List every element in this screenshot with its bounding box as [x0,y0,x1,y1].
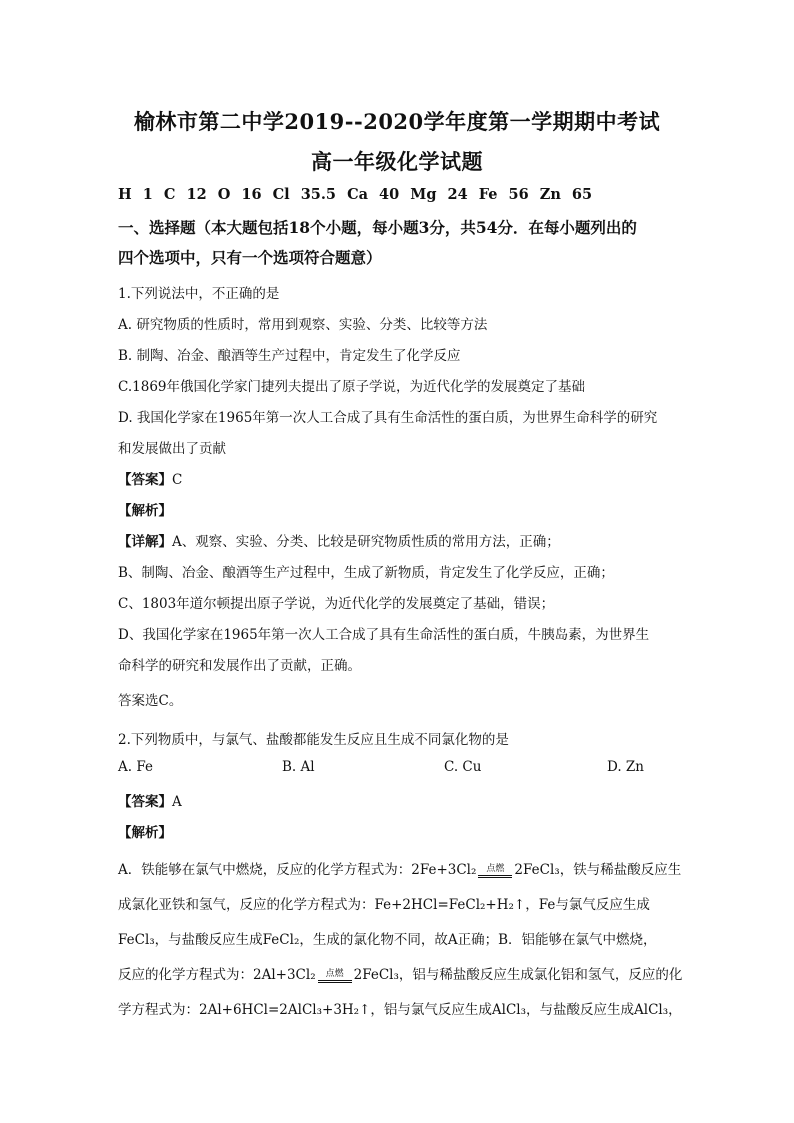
reaction-condition [476,864,514,878]
reaction-condition [316,969,354,983]
q1-detail-d-line1: D、我国化学家在1965年第一次人工合成了具有生命活性的蛋白质，牛胰岛素，为世界生 [118,627,650,643]
q1-detail-d-line2: 命科学的研究和发展作出了贡献，正确。 [118,658,361,674]
answer-value: C [172,472,183,488]
q1-option-d-line2: 和发展做出了贡献 [118,441,226,457]
atomic-masses: H 1 C 12 O 16 Cl 35.5 Ca 40 Mg 24 Fe 56 Zn 65 [118,186,593,203]
exam-title: 榆林市第二中学2019--2020学年度第一学期期中考试 [133,109,661,134]
q2-option-c: C. Cu [444,759,482,775]
equation-right: 2FeCl₃，铝与稀盐酸反应生成氯化铝和氢气，反应的化 [353,967,683,983]
q2-analysis-line4 [118,963,682,983]
answer-tag: 【答案】 [118,794,172,810]
equals-bar [318,980,352,983]
section-heading-line1: 一、选择题（本大题包括18个小题，每小题3分，共54分．在每小题列出的 [118,218,637,237]
q2-analysis-line3: FeCl₃，与盐酸反应生成FeCl₂，生成的氯化物不同，故A正确；B．铝能够在氯气中燃烧， [118,932,657,948]
q1-analysis-tag: 【解析】 [118,503,172,519]
q1-detail-b: B、制陶、冶金、酿酒等生产过程中，生成了新物质，肯定发生了化学反应，正确； [118,565,614,581]
answer-tag: 【答案】 [118,472,172,488]
q2-option-a: A. Fe [118,759,153,775]
equation-left: A．铁能够在氯气中燃烧，反应的化学方程式为：2Fe+3Cl₂ [118,862,477,878]
q2-answer [118,790,182,810]
q1-option-b: B. 制陶、冶金、酿酒等生产过程中，肯定发生了化学反应 [118,348,461,364]
q2-analysis-line1 [118,858,681,878]
q2-analysis-tag: 【解析】 [118,825,172,841]
equation-right: 2FeCl₃，铁与稀盐酸反应生 [514,862,682,878]
q1-detail-a [118,530,560,550]
q1-stem: 1.下列说法中，不正确的是 [118,286,280,302]
q1-detail-c: C、1803年道尔顿提出原子学说，为近代化学的发展奠定了基础，错误； [118,596,555,612]
condition-label: 点燃 [486,864,505,874]
answer-value: A [172,794,182,810]
equals-bar [478,875,512,878]
q1-conclusion: 答案选C。 [118,693,183,709]
q2-option-d: D. Zn [607,759,644,775]
condition-label: 点燃 [325,969,344,979]
q1-option-c: C.1869年俄国化学家门捷列夫提出了原子学说，为近代化学的发展奠定了基础 [118,379,585,395]
q2-stem: 2.下列物质中，与氯气、盐酸都能发生反应且生成不同氯化物的是 [118,732,509,748]
q1-option-d-line1: D. 我国化学家在1965年第一次人工合成了具有生命活性的蛋白质，为世界生命科学的研究 [118,410,658,426]
q1-option-a: A. 研究物质的性质时，常用到观察、实验、分类、比较等方法 [118,317,488,333]
q2-analysis-line2: 成氯化亚铁和氢气，反应的化学方程式为：Fe+2HCl=FeCl₂+H₂↑，Fe与氯气反应生成 [118,897,650,913]
q2-option-b: B. Al [282,759,315,775]
detail-tag: 【详解】 [118,534,172,550]
q1-answer [118,468,182,488]
section-heading-line2: 四个选项中，只有一个选项符合题意） [118,248,382,267]
q2-analysis-line5: 学方程式为：2Al+6HCl=2AlCl₃+3H₂↑，铝与氯气反应生成AlCl₃，与盐酸反应生成AlCl₃， [118,1002,682,1018]
detail-a-text: A、观察、实验、分类、比较是研究物质性质的常用方法，正确； [172,534,560,550]
equation-left: 反应的化学方程式为：2Al+3Cl₂ [118,967,316,983]
exam-subtitle: 高一年级化学试题 [311,149,483,174]
